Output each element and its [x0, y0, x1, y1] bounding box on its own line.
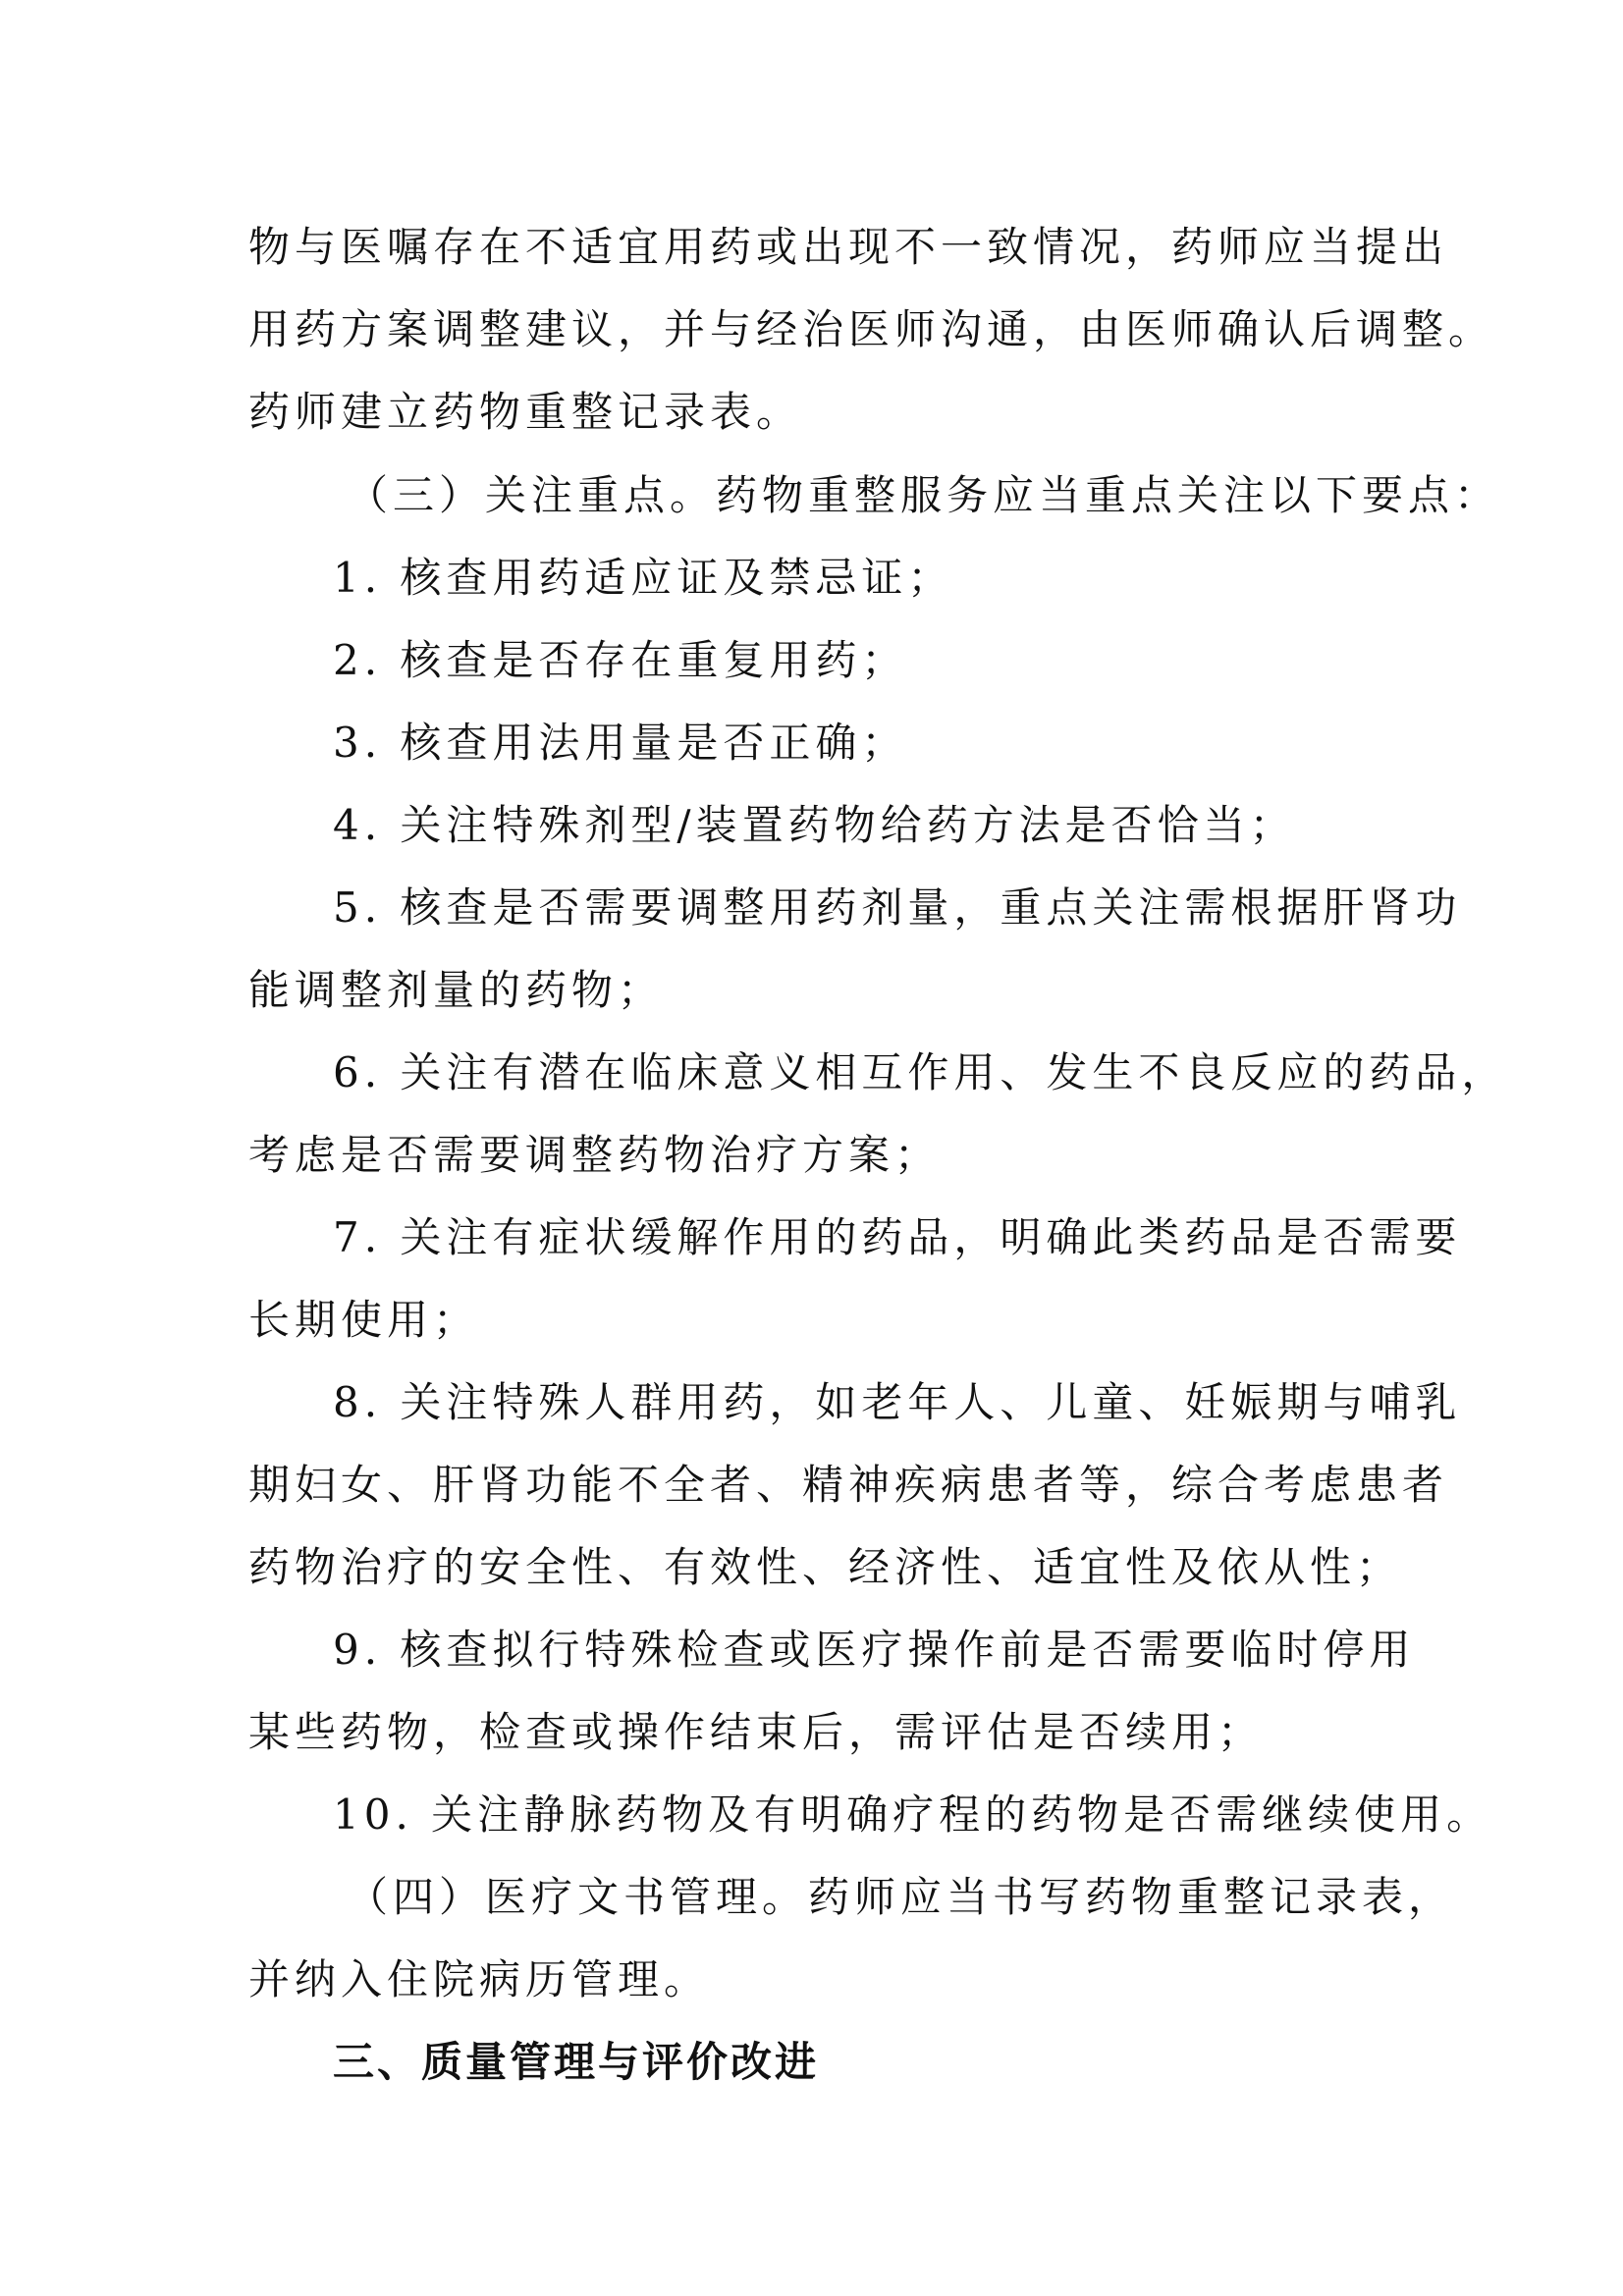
paragraph-line: 并纳入住院病历管理。	[248, 1955, 711, 2003]
list-item-continuation: 期妇女、肝肾功能不全者、精神疾病患者等，综合考虑患者	[248, 1461, 1449, 1509]
list-item-line: 1. 核查用药适应证及禁忌证；	[333, 554, 954, 602]
list-item-continuation: 考虑是否需要调整药物治疗方案；	[248, 1131, 942, 1179]
section-heading: 三、质量管理与评价改进	[333, 2038, 820, 2086]
list-item-line: 4. 关注特殊剂型/装置药物给药方法是否恰当；	[333, 801, 1296, 849]
list-item-line: 7. 关注有症状缓解作用的药品，明确此类药品是否需要	[333, 1213, 1462, 1261]
list-item-line: 5. 核查是否需要调整用药剂量，重点关注需根据肝肾功	[333, 883, 1462, 932]
paragraph-line: 物与医嘱存在不适宜用药或出现不一致情况，药师应当提出	[248, 223, 1449, 271]
paragraph-line: 药师建立药物重整记录表。	[248, 388, 803, 436]
list-item-line: 10. 关注静脉药物及有明确疗程的药物是否需继续使用。	[333, 1790, 1493, 1839]
list-item-line: 6. 关注有潜在临床意义相互作用、发生不良反应的药品，	[333, 1048, 1508, 1096]
list-item-continuation: 药物治疗的安全性、有效性、经济性、适宜性及依从性；	[248, 1543, 1403, 1591]
list-item-continuation: 长期使用；	[248, 1296, 480, 1344]
list-item-line: 3. 核查用法用量是否正确；	[333, 719, 908, 767]
section-lead-line: （四）医疗文书管理。药师应当书写药物重整记录表，	[347, 1873, 1455, 1921]
list-item-line: 2. 核查是否存在重复用药；	[333, 636, 908, 684]
list-item-continuation: 能调整剂量的药物；	[248, 966, 665, 1014]
section-lead-line: （三）关注重点。药物重整服务应当重点关注以下要点：	[347, 471, 1501, 519]
paragraph-line: 用药方案调整建议，并与经治医师沟通，由医师确认后调整。	[248, 305, 1495, 353]
list-item-line: 9. 核查拟行特殊检查或医疗操作前是否需要临时停用	[333, 1626, 1416, 1674]
list-item-line: 8. 关注特殊人群用药，如老年人、儿童、妊娠期与哺乳	[333, 1378, 1462, 1426]
list-item-continuation: 某些药物，检查或操作结束后，需评估是否续用；	[248, 1708, 1265, 1756]
